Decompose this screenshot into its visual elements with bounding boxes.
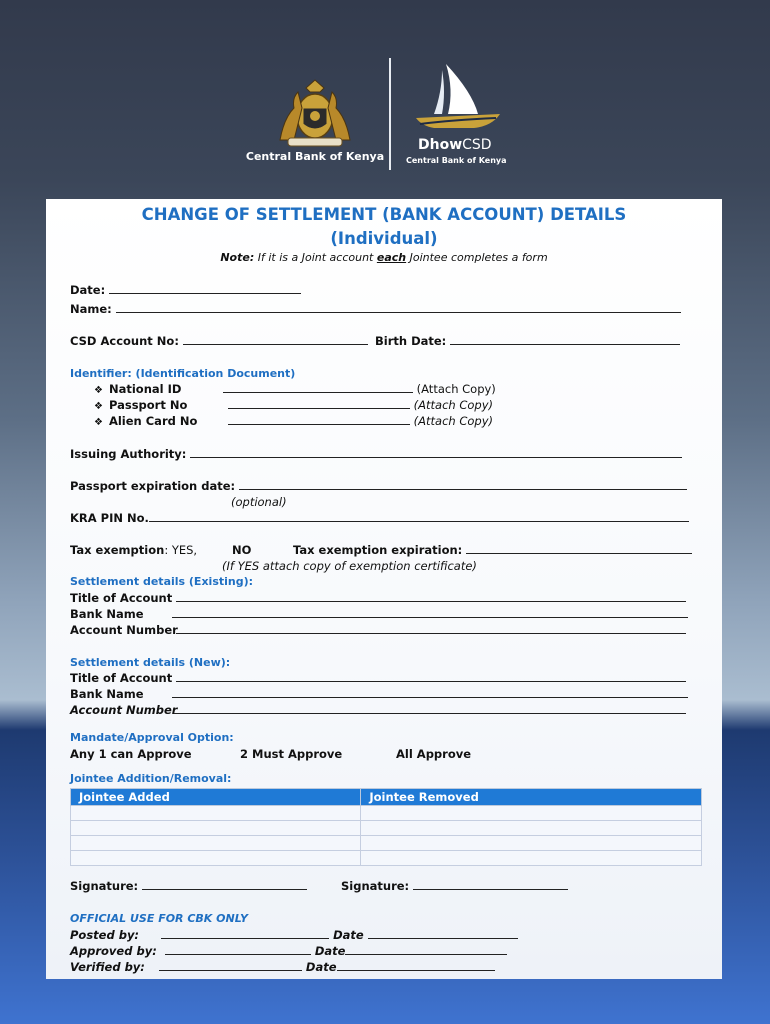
cbk-name: Central Bank of Kenya <box>245 150 385 163</box>
diamond-bullet-icon: ❖ <box>94 401 103 412</box>
new-bank-name-label: Bank Name <box>70 687 144 701</box>
mandate-option-two[interactable]: 2 Must Approve <box>240 747 343 761</box>
jointee-added-cell[interactable] <box>71 851 361 866</box>
tax-exemption-label: Tax exemption: YES, <box>70 543 198 557</box>
alien-card-item[interactable]: ❖ Alien Card No <box>94 414 198 428</box>
jointee-heading: Jointee Addition/Removal: <box>70 772 232 785</box>
existing-title-of-account-field[interactable] <box>176 591 686 605</box>
national-id-item[interactable]: ❖ National ID <box>94 382 182 396</box>
name-field[interactable]: Name: <box>70 302 681 316</box>
csd-account-field[interactable]: CSD Account No: <box>70 334 368 348</box>
date-field[interactable]: Date: <box>70 283 301 297</box>
birth-date-field[interactable]: Birth Date: <box>375 334 680 348</box>
table-row <box>71 836 702 851</box>
form-title: CHANGE OF SETTLEMENT (BANK ACCOUNT) DETAILS <box>141 205 627 224</box>
official-use-heading: OFFICIAL USE FOR CBK ONLY <box>70 912 248 925</box>
jointee-removed-cell[interactable] <box>361 821 702 836</box>
jointee-table-header <box>71 789 702 806</box>
kra-pin-field[interactable]: KRA PIN No. <box>70 511 689 525</box>
table-row <box>71 821 702 836</box>
jointee-removed-cell[interactable] <box>361 806 702 821</box>
mandate-option-any-one[interactable]: Any 1 can Approve <box>70 747 192 761</box>
branding-header <box>0 0 770 195</box>
jointee-table <box>70 788 702 866</box>
optional-note: (optional) <box>231 495 287 509</box>
table-row <box>71 806 702 821</box>
national-id-field[interactable]: (Attach Copy) <box>223 382 496 396</box>
dhowcsd-subtitle: Central Bank of Kenya <box>406 156 507 165</box>
form-note: Note: If it is a Joint account each Jointee completes a form <box>220 251 548 264</box>
settlement-new-heading: Settlement details (New): <box>70 656 231 669</box>
existing-title-of-account-label: Title of Account <box>70 591 173 605</box>
signature-field-1[interactable]: Signature: <box>70 879 307 893</box>
jointee-removed-cell[interactable] <box>361 836 702 851</box>
new-title-of-account-label: Title of Account <box>70 671 173 685</box>
mandate-option-all[interactable]: All Approve <box>396 747 472 761</box>
signature-field-2[interactable]: Signature: <box>341 879 568 893</box>
new-account-number-label: Account Number <box>70 703 178 717</box>
diamond-bullet-icon: ❖ <box>94 417 103 428</box>
dhow-boat-logo <box>412 62 504 134</box>
approved-by-row[interactable]: Approved by: Date <box>70 944 507 958</box>
logo-divider <box>389 58 391 170</box>
existing-bank-name-label: Bank Name <box>70 607 144 621</box>
jointee-removed-header: Jointee Removed <box>361 789 702 806</box>
issuing-authority-field[interactable]: Issuing Authority: <box>70 447 682 461</box>
passport-item[interactable]: ❖ Passport No <box>94 398 188 412</box>
tax-exemption-note: (If YES attach copy of exemption certificate) <box>222 559 477 573</box>
alien-card-field[interactable]: (Attach Copy) <box>228 414 493 428</box>
new-bank-name-field[interactable] <box>172 687 688 701</box>
jointee-removed-cell[interactable] <box>361 851 702 866</box>
settlement-existing-heading: Settlement details (Existing): <box>70 575 254 588</box>
jointee-added-cell[interactable] <box>71 836 361 851</box>
identifier-heading: Identifier: (Identification Document) <box>70 367 296 380</box>
new-title-of-account-field[interactable] <box>176 671 686 685</box>
table-row <box>71 851 702 866</box>
passport-expiration-field[interactable]: Passport expiration date: <box>70 479 687 493</box>
existing-account-number-field[interactable] <box>176 623 686 637</box>
tax-exemption-no[interactable]: NO <box>232 543 252 557</box>
verified-by-row[interactable]: Verified by: Date <box>70 960 495 974</box>
cbk-coat-of-arms-logo <box>270 78 360 148</box>
jointee-added-header: Jointee Added <box>71 789 361 806</box>
diamond-bullet-icon: ❖ <box>94 385 103 396</box>
dhowcsd-name: DhowCSD <box>418 137 492 153</box>
existing-bank-name-field[interactable] <box>172 607 688 621</box>
tax-exemption-expiration-field[interactable]: Tax exemption expiration: <box>293 543 692 557</box>
jointee-added-cell[interactable] <box>71 806 361 821</box>
settlement-change-form <box>46 199 722 979</box>
passport-field[interactable]: (Attach Copy) <box>228 398 493 412</box>
posted-by-row[interactable]: Posted by: Date <box>70 928 518 942</box>
jointee-added-cell[interactable] <box>71 821 361 836</box>
mandate-heading: Mandate/Approval Option: <box>70 731 234 744</box>
existing-account-number-label: Account Number <box>70 623 178 637</box>
new-account-number-field[interactable] <box>174 703 686 717</box>
form-subtitle: (Individual) <box>330 229 438 248</box>
